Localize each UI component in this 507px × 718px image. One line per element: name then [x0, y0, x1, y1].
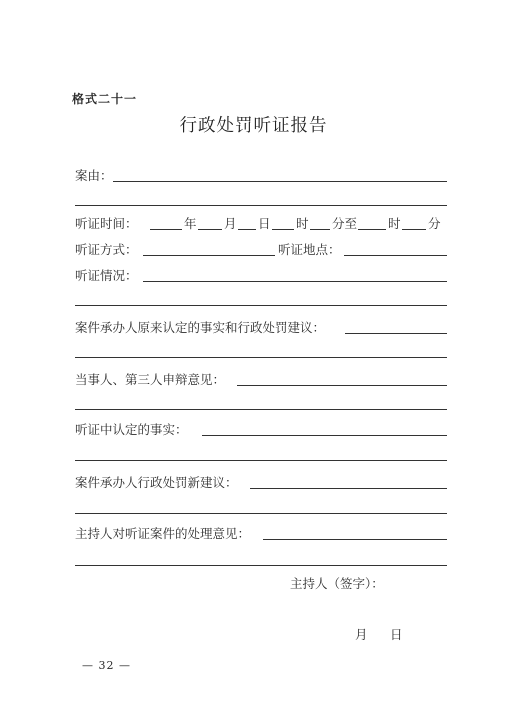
- hearing-time-label: 听证时间：: [75, 216, 138, 231]
- hour-blank: [272, 229, 294, 230]
- signature-month-label: 月: [355, 627, 368, 642]
- case-reason-line-1: [113, 181, 447, 182]
- hearing-method-blank: [143, 255, 275, 256]
- party-defense-label: 当事人、第三人申辩意见：: [75, 372, 226, 387]
- form-code: 格式二十一: [72, 92, 138, 106]
- signature-day-label: 日: [390, 627, 403, 642]
- document-title: 行政处罚听证报告: [179, 116, 328, 136]
- handler-original-line-2: [75, 357, 447, 358]
- minute-blank: [310, 229, 330, 230]
- year-label: 年: [184, 216, 197, 231]
- handler-new-line-1: [250, 488, 447, 489]
- hearing-facts-line-2: [75, 460, 447, 461]
- month-blank: [198, 229, 222, 230]
- case-reason-label: 案由：: [75, 168, 113, 183]
- presider-opinion-label: 主持人对听证案件的处理意见：: [75, 526, 251, 541]
- case-reason-line-2: [75, 205, 447, 206]
- hearing-facts-line-1: [202, 435, 447, 436]
- day-blank: [238, 229, 256, 230]
- party-defense-line-1: [237, 385, 447, 386]
- hearing-situation-label: 听证情况：: [75, 268, 138, 283]
- hearing-situation-line-1: [143, 281, 447, 282]
- minute-to-label: 分至: [332, 216, 358, 231]
- year-blank: [150, 229, 182, 230]
- presider-opinion-line-2: [75, 565, 447, 566]
- hearing-facts-label: 听证中认定的事实：: [75, 422, 188, 437]
- handler-new-label: 案件承办人行政处罚新建议：: [75, 475, 238, 490]
- handler-new-line-2: [75, 513, 447, 514]
- month-label: 月: [224, 216, 237, 231]
- presider-signature-label: 主持人（签字）：: [290, 576, 384, 591]
- party-defense-line-2: [75, 409, 447, 410]
- hour2-blank: [358, 229, 386, 230]
- presider-opinion-line-1: [263, 539, 447, 540]
- hearing-location-label: 听证地点：: [278, 242, 341, 257]
- hour-label: 时: [296, 216, 309, 231]
- minute-label: 分: [428, 216, 441, 231]
- hearing-location-blank: [344, 255, 447, 256]
- handler-original-label: 案件承办人原来认定的事实和行政处罚建议：: [75, 320, 326, 335]
- minute2-blank: [402, 229, 426, 230]
- page-number: — 32 —: [82, 659, 131, 672]
- day-label: 日: [258, 216, 271, 231]
- hearing-method-label: 听证方式：: [75, 242, 138, 257]
- hour2-label: 时: [388, 216, 401, 231]
- hearing-situation-line-2: [75, 305, 447, 306]
- handler-original-line-1: [345, 333, 447, 334]
